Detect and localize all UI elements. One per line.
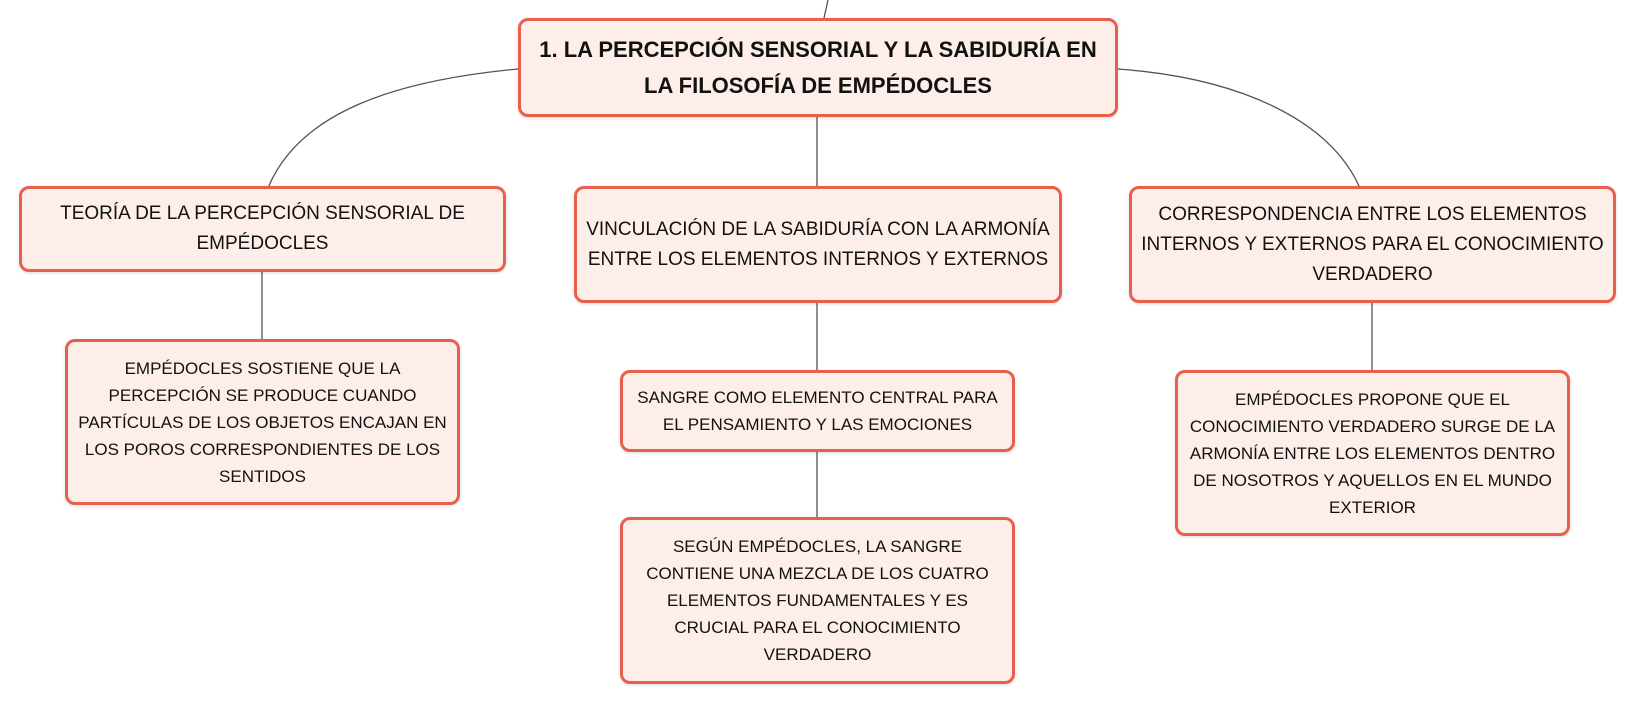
topic-label: TEORÍA DE LA PERCEPCIÓN SENSORIAL DE EMPÉDOCLES (60, 203, 465, 254)
subtopic-node-perception-pores[interactable] (65, 339, 460, 505)
subtopic-node-blood-central[interactable] (620, 370, 1015, 452)
topic-label: VINCULACIÓN DE LA SABIDURÍA CON LA ARMONÍA ENTRE LOS ELEMENTOS INTERNOS Y EXTERNOS (586, 218, 1050, 270)
topic-node-sensory-perception-theory[interactable] (19, 186, 506, 272)
subtopic-node-true-knowledge-harmony[interactable] (1175, 370, 1570, 536)
topic-node-wisdom-harmony[interactable] (574, 186, 1062, 303)
topic-node-elements-correspondence[interactable] (1129, 186, 1616, 303)
topic-label: CORRESPONDENCIA ENTRE LOS ELEMENTOS INTERNOS Y EXTERNOS PARA EL CONOCIMIENTO VERDADERO (1141, 203, 1604, 285)
subtopic-label: EMPÉDOCLES SOSTIENE QUE LA PERCEPCIÓN SE PRODUCE CUANDO PARTÍCULAS DE LOS OBJETOS ENCAJAN EN LOS POROS CORRESPONDIENTES DE LOS SENTIDOS (78, 358, 447, 486)
central-topic-node[interactable] (518, 18, 1118, 117)
subtopic-node-blood-four-elements[interactable] (620, 517, 1015, 684)
subtopic-label: SANGRE COMO ELEMENTO CENTRAL PARA EL PENSAMIENTO Y LAS EMOCIONES (637, 388, 998, 434)
subtopic-label: EMPÉDOCLES PROPONE QUE EL CONOCIMIENTO VERDADERO SURGE DE LA ARMONÍA ENTRE LOS ELEMENTOS DENTRO DE NOSOTROS Y AQUELLOS EN EL MUNDO EXTERIOR (1189, 389, 1556, 517)
connector-root-to-right (1118, 69, 1360, 188)
subtopic-label: SEGÚN EMPÉDOCLES, LA SANGRE CONTIENE UNA MEZCLA DE LOS CUATRO ELEMENTOS FUNDAMENTALES Y ES CRUCIAL PARA EL CONOCIMIENTO VERDADERO (646, 537, 989, 664)
central-topic-label: 1. LA PERCEPCIÓN SENSORIAL Y LA SABIDURÍA EN LA FILOSOFÍA DE EMPÉDOCLES (539, 36, 1097, 98)
connector-root-to-left (268, 69, 518, 188)
connector-parent-to-root (824, 0, 828, 18)
